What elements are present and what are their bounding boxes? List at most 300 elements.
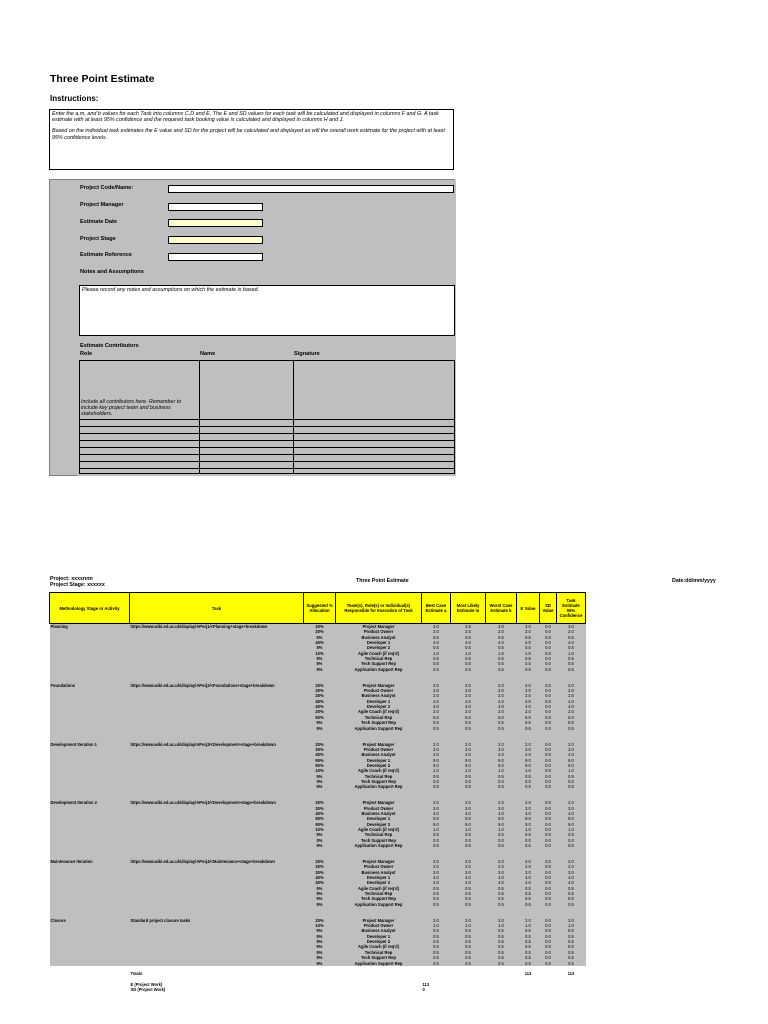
b-cell[interactable]: 0.5 (486, 774, 517, 779)
t-cell: 3.0 (557, 806, 586, 811)
alloc-cell: 5% (304, 896, 336, 901)
m-cell[interactable]: 0.5 (451, 928, 486, 933)
task-cell[interactable]: https://www.wiki.ed.ac.uk/display/APorj4/<Maintenance+stage+breakdown (130, 859, 304, 864)
m-cell[interactable]: 0.5 (451, 635, 486, 640)
a-cell[interactable]: 0.5 (422, 656, 451, 661)
a-cell[interactable]: 4.0 (422, 640, 451, 645)
t-cell: 2.0 (557, 742, 586, 747)
row-divider (80, 440, 454, 441)
role-cell: Tech Support Rep (336, 779, 422, 784)
a-cell[interactable]: 9.0 (422, 763, 451, 768)
page-title: Three Point Estimate (50, 73, 155, 85)
m-cell[interactable]: 0.5 (451, 784, 486, 789)
m-cell[interactable]: 0.5 (451, 661, 486, 666)
b-cell[interactable]: 2.5 (486, 693, 517, 698)
e-cell: 0.5 (517, 843, 540, 848)
alloc-cell: 20% (304, 864, 336, 869)
a-cell[interactable]: 0.5 (422, 891, 451, 896)
m-cell[interactable]: 4.0 (451, 704, 486, 709)
a-cell[interactable]: 0.5 (422, 928, 451, 933)
b-cell[interactable]: 2.0 (486, 629, 517, 634)
sd-cell: 0.0 (540, 816, 557, 821)
alloc-cell: 40% (304, 640, 336, 645)
a-cell[interactable]: 2.0 (422, 800, 451, 805)
sd-cell: 0.0 (540, 944, 557, 949)
alloc-cell: 5% (304, 902, 336, 907)
b-cell[interactable]: 4.0 (486, 811, 517, 816)
a-cell[interactable]: 3.0 (422, 747, 451, 752)
b-cell[interactable]: 1.0 (486, 768, 517, 773)
t-cell: 4.0 (557, 699, 586, 704)
m-cell[interactable]: 0.0 (451, 838, 486, 843)
m-cell[interactable]: 0.5 (451, 934, 486, 939)
e-cell: 5.0 (517, 715, 540, 720)
role-cell: Agile Coach (if req'd) (336, 886, 422, 891)
b-cell[interactable]: 1.0 (486, 827, 517, 832)
b-cell[interactable]: 4.0 (486, 704, 517, 709)
sd-cell: 0.0 (540, 822, 557, 827)
sd-cell: 0.0 (540, 955, 557, 960)
b-cell[interactable]: 3.0 (486, 747, 517, 752)
a-cell[interactable]: 0.5 (422, 886, 451, 891)
m-cell[interactable]: 0.5 (451, 832, 486, 837)
alloc-cell: 40% (304, 752, 336, 757)
sd-cell: 0.0 (540, 704, 557, 709)
header-spacer (586, 593, 647, 624)
m-cell[interactable]: 2.0 (451, 800, 486, 805)
footer-cell (304, 987, 336, 992)
role-cell: Application Support Rep (336, 902, 422, 907)
sd-cell: 0.0 (540, 950, 557, 955)
sd-cell: 0.0 (540, 832, 557, 837)
b-cell[interactable]: 0.5 (486, 896, 517, 901)
a-cell[interactable]: 0.0 (422, 779, 451, 784)
alloc-cell: 5% (304, 656, 336, 661)
m-cell[interactable]: 0.5 (451, 656, 486, 661)
a-cell[interactable]: 9.0 (422, 816, 451, 821)
a-cell[interactable]: 0.5 (422, 950, 451, 955)
a-cell[interactable]: 0.5 (422, 720, 451, 725)
role-cell: Application Support Rep (336, 667, 422, 672)
m-cell[interactable]: 0.5 (451, 944, 486, 949)
m-cell[interactable]: 9.0 (451, 758, 486, 763)
role-cell: Application Support Rep (336, 726, 422, 731)
b-cell[interactable]: 4.0 (486, 752, 517, 757)
a-cell[interactable]: 2.0 (422, 918, 451, 923)
role-cell: Business Analyst (336, 928, 422, 933)
t-cell: 0.5 (557, 891, 586, 896)
t-cell: 9.0 (557, 758, 586, 763)
role-cell: Agile Coach (if req'd) (336, 768, 422, 773)
a-cell[interactable]: 0.5 (422, 635, 451, 640)
m-cell[interactable]: 4.0 (451, 875, 486, 880)
a-cell[interactable]: 3.0 (422, 624, 451, 630)
a-cell[interactable]: 0.5 (422, 645, 451, 650)
m-cell[interactable]: 9.0 (451, 816, 486, 821)
m-cell[interactable]: 9.0 (451, 822, 486, 827)
a-cell[interactable]: 2.0 (422, 709, 451, 714)
a-cell[interactable]: 0.5 (422, 661, 451, 666)
m-cell[interactable]: 0.5 (451, 891, 486, 896)
task-cell[interactable]: https://www.wiki.ed.ac.uk/display/APorj3/<Development+stage+breakdown (130, 800, 304, 805)
m-cell[interactable]: 2.5 (451, 693, 486, 698)
role-cell: Tech Support Rep (336, 896, 422, 901)
m-cell[interactable]: 0.5 (451, 726, 486, 731)
role-cell: Application Support Rep (336, 843, 422, 848)
a-cell[interactable]: 4.0 (422, 699, 451, 704)
m-cell[interactable]: 2.5 (451, 629, 486, 634)
a-cell[interactable]: 3.0 (422, 870, 451, 875)
m-cell[interactable]: 1.0 (451, 923, 486, 928)
t-cell: 0.5 (557, 774, 586, 779)
b-cell[interactable]: 2.0 (486, 864, 517, 869)
t-cell: 2.0 (557, 918, 586, 923)
m-cell[interactable]: 2.0 (451, 918, 486, 923)
a-cell[interactable]: 2.0 (422, 629, 451, 634)
task-cell[interactable]: https://www.wiki.ed.ac.uk/display/APorj1/<Planning+stage+breakdown (130, 624, 304, 630)
b-cell[interactable]: 0.5 (486, 843, 517, 848)
alloc-cell: 5% (304, 886, 336, 891)
e-cell: 0.5 (517, 961, 540, 966)
m-cell[interactable]: 2.0 (451, 688, 486, 693)
sd-cell: 0.0 (540, 693, 557, 698)
sd-cell: 0.0 (540, 838, 557, 843)
t-cell: 0.5 (557, 667, 586, 672)
a-cell[interactable]: 4.0 (422, 880, 451, 885)
m-cell[interactable]: 4.0 (451, 811, 486, 816)
alloc-cell: 25% (304, 693, 336, 698)
role-cell: Developer 1 (336, 875, 422, 880)
alloc-cell: 5% (304, 950, 336, 955)
role-cell: Product Owner (336, 747, 422, 752)
t-cell: 0.5 (557, 902, 586, 907)
sheet-title: Three Point Estimate (356, 578, 409, 584)
role-cell: Business Analyst (336, 693, 422, 698)
b-cell[interactable]: 0.5 (486, 726, 517, 731)
e-cell: 2.0 (517, 918, 540, 923)
b-cell[interactable]: 0.5 (486, 902, 517, 907)
role-cell: Technical Rep (336, 715, 422, 720)
m-cell[interactable]: 0.5 (451, 955, 486, 960)
sheet-project-stage: Project Stage: xxxxxx (50, 582, 105, 588)
role-cell: Tech Support Rep (336, 720, 422, 725)
a-cell[interactable]: 0.5 (422, 667, 451, 672)
table-body (50, 624, 647, 993)
b-cell[interactable]: 2.0 (486, 918, 517, 923)
b-cell[interactable]: 0.5 (486, 635, 517, 640)
a-cell[interactable]: 5.0 (422, 715, 451, 720)
m-cell[interactable]: 0.5 (451, 774, 486, 779)
estimate-date-field[interactable] (168, 219, 263, 227)
a-cell[interactable]: 0.5 (422, 774, 451, 779)
m-cell[interactable]: 1.0 (451, 651, 486, 656)
a-cell[interactable]: 1.0 (422, 651, 451, 656)
b-cell[interactable]: 0.5 (486, 667, 517, 672)
t-cell: 1.0 (557, 651, 586, 656)
m-cell[interactable]: 1.0 (451, 768, 486, 773)
estimate-table (49, 592, 647, 993)
m-cell[interactable]: 0.5 (451, 896, 486, 901)
b-cell[interactable]: 4.0 (486, 699, 517, 704)
b-cell[interactable]: 0.5 (486, 656, 517, 661)
b-cell[interactable]: 0.5 (486, 961, 517, 966)
b-cell[interactable]: 0.0 (486, 779, 517, 784)
e-cell: 4.0 (517, 704, 540, 709)
t-cell: 2.0 (557, 709, 586, 714)
b-cell[interactable]: 4.0 (486, 880, 517, 885)
m-cell[interactable]: 1.0 (451, 827, 486, 832)
row-divider (80, 461, 454, 462)
b-cell[interactable]: 9.0 (486, 758, 517, 763)
footer-cell (336, 987, 422, 992)
a-cell[interactable]: 1.0 (422, 923, 451, 928)
e-cell: 0.5 (517, 944, 540, 949)
alloc-cell: 20% (304, 683, 336, 688)
a-cell[interactable]: 0.5 (422, 784, 451, 789)
b-cell[interactable]: 0.5 (486, 950, 517, 955)
b-cell[interactable]: 3.0 (486, 806, 517, 811)
a-cell[interactable]: 0.5 (422, 944, 451, 949)
b-cell[interactable]: 9.0 (486, 822, 517, 827)
alloc-cell: 5% (304, 667, 336, 672)
instructions-paragraph-1: Enter the a,m, and b values for each Task into columns C,D and E. The E and SD values for each task will be calculated and displayed in columns F and G. A task estimate with at least 95% confidence and the required task booking value is calculated and displayed in columns H and J. (52, 111, 439, 124)
m-cell[interactable]: 2.0 (451, 742, 486, 747)
e-cell: 1.0 (517, 768, 540, 773)
e-cell: 0.5 (517, 939, 540, 944)
task-cell[interactable]: https://www.wiki.ed.ac.uk/display/APorj3/<Development+stage+breakdown (130, 742, 304, 747)
instructions-paragraph-2: Based on the individual task estimates the E value and SD for the project will be calculated and displayed as will the overall work estimate for the project with at least 95% confidence levels. (52, 128, 445, 141)
sd-cell: 0.0 (540, 864, 557, 869)
sd-cell: 0.0 (540, 843, 557, 848)
m-cell[interactable]: 3.0 (451, 870, 486, 875)
a-cell[interactable]: 0.5 (422, 896, 451, 901)
m-cell[interactable]: 9.0 (451, 763, 486, 768)
a-cell[interactable]: 2.0 (422, 859, 451, 864)
m-cell[interactable]: 3.0 (451, 747, 486, 752)
role-cell: Project Manager (336, 859, 422, 864)
sd-cell: 0.0 (540, 715, 557, 720)
t-cell: 4.0 (557, 640, 586, 645)
a-cell[interactable]: 1.0 (422, 827, 451, 832)
e-cell: 0.5 (517, 886, 540, 891)
t-cell: 0.5 (557, 955, 586, 960)
instructions-box (49, 109, 454, 170)
sd-cell: 0.0 (540, 774, 557, 779)
sd-cell: 0.0 (540, 768, 557, 773)
m-cell[interactable]: 0.5 (451, 843, 486, 848)
footer-sd-row (50, 987, 647, 992)
alloc-cell: 20% (304, 709, 336, 714)
alloc-cell: 5% (304, 928, 336, 933)
t-cell: 1.0 (557, 768, 586, 773)
e-cell: 2.0 (517, 683, 540, 688)
b-cell[interactable]: 2.0 (486, 709, 517, 714)
m-cell[interactable]: 0.5 (451, 950, 486, 955)
a-cell[interactable]: 2.0 (422, 864, 451, 869)
a-cell[interactable]: 9.0 (422, 758, 451, 763)
project-stage-label: Project Stage (80, 236, 116, 242)
notes-field[interactable] (79, 285, 455, 336)
t-cell: 2.0 (557, 629, 586, 634)
alloc-cell: 10% (304, 827, 336, 832)
m-cell[interactable]: 0.0 (451, 779, 486, 784)
a-cell[interactable]: 0.5 (422, 961, 451, 966)
b-cell[interactable]: 9.0 (486, 816, 517, 821)
task-cell[interactable]: https://www.wiki.ed.ac.uk/display/APorj2/<Foundations+stage+breakdown (130, 683, 304, 688)
b-cell[interactable]: 2.0 (486, 742, 517, 747)
alloc-cell: 20% (304, 688, 336, 693)
alloc-cell: 10% (304, 651, 336, 656)
alloc-cell: 40% (304, 704, 336, 709)
b-cell[interactable]: 0.5 (486, 939, 517, 944)
a-cell[interactable]: 0.0 (422, 838, 451, 843)
t-cell: 0.5 (557, 726, 586, 731)
t-cell: 1.0 (557, 923, 586, 928)
role-cell: Developer 1 (336, 699, 422, 704)
e-cell: 3.0 (517, 870, 540, 875)
project-manager-label: Project Manager (80, 202, 124, 208)
m-cell[interactable]: 4.0 (451, 880, 486, 885)
a-cell[interactable]: 4.0 (422, 752, 451, 757)
b-cell[interactable]: 2.0 (486, 688, 517, 693)
sd-cell: 0.0 (540, 934, 557, 939)
m-cell[interactable]: 4.0 (451, 640, 486, 645)
t-cell: 0.5 (557, 832, 586, 837)
m-cell[interactable]: 3.0 (451, 806, 486, 811)
notes-placeholder: Please record any notes and assumptions on which the estimate is based. (82, 287, 260, 293)
e-cell: 9.0 (517, 758, 540, 763)
contributors-table[interactable] (79, 360, 455, 474)
b-cell[interactable]: 0.5 (486, 934, 517, 939)
row-divider (80, 426, 454, 427)
role-cell: Business Analyst (336, 870, 422, 875)
e-cell: 3.0 (517, 624, 540, 630)
b-cell[interactable]: 3.0 (486, 870, 517, 875)
b-cell[interactable]: 2.0 (486, 859, 517, 864)
t-cell: 2.5 (557, 693, 586, 698)
alloc-cell: 20% (304, 800, 336, 805)
m-cell[interactable]: 0.5 (451, 667, 486, 672)
m-cell[interactable]: 2.0 (451, 859, 486, 864)
task-cell: Standard project closure tasks (130, 918, 304, 923)
m-cell[interactable]: 0.5 (451, 720, 486, 725)
project-code-field[interactable] (168, 185, 454, 193)
b-cell[interactable]: 0.5 (486, 645, 517, 650)
a-cell[interactable]: 2.5 (422, 693, 451, 698)
a-cell[interactable]: 4.0 (422, 875, 451, 880)
a-cell[interactable]: 1.0 (422, 768, 451, 773)
a-cell[interactable]: 0.5 (422, 832, 451, 837)
b-cell[interactable]: 0.0 (486, 838, 517, 843)
footer-e-label: E (Project Work) (130, 981, 163, 987)
footer-cell (451, 987, 486, 992)
alloc-cell: 90% (304, 758, 336, 763)
b-cell[interactable]: 0.5 (486, 784, 517, 789)
b-cell[interactable]: 4.0 (486, 875, 517, 880)
role-cell: Developer 1 (336, 816, 422, 821)
b-cell[interactable]: 5.0 (486, 715, 517, 720)
a-cell[interactable]: 2.0 (422, 742, 451, 747)
b-cell[interactable]: 4.0 (486, 640, 517, 645)
b-cell[interactable]: 0.5 (486, 891, 517, 896)
project-manager-field[interactable] (168, 203, 263, 211)
role-cell: Developer 1 (336, 758, 422, 763)
m-cell[interactable]: 2.0 (451, 864, 486, 869)
a-cell[interactable]: 4.0 (422, 811, 451, 816)
b-cell[interactable]: 3.0 (486, 624, 517, 630)
sd-cell: 0.0 (540, 720, 557, 725)
project-code-label: Project Code/Name: (80, 185, 134, 191)
m-cell[interactable]: 0.5 (451, 961, 486, 966)
b-cell[interactable]: 0.5 (486, 720, 517, 725)
sd-cell: 0.0 (540, 709, 557, 714)
m-cell[interactable]: 0.5 (451, 886, 486, 891)
row-divider (80, 419, 454, 420)
header-sd-value: SD Value (540, 593, 557, 624)
b-cell[interactable]: 0.5 (486, 955, 517, 960)
role-cell: Application Support Rep (336, 784, 422, 789)
b-cell[interactable]: 2.0 (486, 800, 517, 805)
role-cell: Product Owner (336, 923, 422, 928)
a-cell[interactable]: 4.0 (422, 704, 451, 709)
a-cell[interactable]: 0.5 (422, 726, 451, 731)
b-cell[interactable]: 0.5 (486, 661, 517, 666)
m-cell[interactable]: 4.0 (451, 699, 486, 704)
a-cell[interactable]: 3.0 (422, 806, 451, 811)
b-cell[interactable]: 2.0 (486, 683, 517, 688)
sd-cell: 0.0 (540, 726, 557, 731)
b-cell[interactable]: 0.5 (486, 928, 517, 933)
m-cell[interactable]: 0.5 (451, 902, 486, 907)
m-cell[interactable]: 4.0 (451, 752, 486, 757)
role-cell: Agile Coach (if req'd) (336, 944, 422, 949)
sheet-project (50, 576, 105, 588)
b-cell[interactable]: 9.0 (486, 763, 517, 768)
m-cell[interactable]: 2.0 (451, 683, 486, 688)
a-cell[interactable]: 9.0 (422, 822, 451, 827)
m-cell[interactable]: 2.5 (451, 624, 486, 630)
b-cell[interactable]: 0.5 (486, 944, 517, 949)
b-cell[interactable]: 1.0 (486, 651, 517, 656)
b-cell[interactable]: 0.5 (486, 886, 517, 891)
a-cell[interactable]: 0.5 (422, 934, 451, 939)
contributors-heading: Estimate Contributors (80, 343, 139, 349)
m-cell[interactable]: 5.0 (451, 715, 486, 720)
sd-cell: 0.0 (540, 880, 557, 885)
b-cell[interactable]: 1.0 (486, 923, 517, 928)
a-cell[interactable]: 0.5 (422, 939, 451, 944)
b-cell[interactable]: 0.5 (486, 832, 517, 837)
a-cell[interactable]: 0.5 (422, 902, 451, 907)
footer-cell (557, 987, 586, 992)
t-cell: 0.5 (557, 720, 586, 725)
sd-cell: 0.0 (540, 928, 557, 933)
e-cell: 1.0 (517, 651, 540, 656)
a-cell[interactable]: 0.5 (422, 843, 451, 848)
a-cell[interactable]: 0.5 (422, 955, 451, 960)
stage-cell: Maintenance Iteration (50, 859, 130, 864)
m-cell[interactable]: 0.5 (451, 645, 486, 650)
a-cell[interactable]: 2.0 (422, 688, 451, 693)
estimate-reference-field[interactable] (168, 253, 263, 261)
m-cell[interactable]: 2.0 (451, 709, 486, 714)
a-cell[interactable]: 2.0 (422, 683, 451, 688)
role-cell: Business Analyst (336, 635, 422, 640)
project-stage-field[interactable] (168, 236, 263, 244)
col-divider (199, 361, 200, 473)
t-cell: 0.5 (557, 939, 586, 944)
m-cell[interactable]: 0.5 (451, 939, 486, 944)
